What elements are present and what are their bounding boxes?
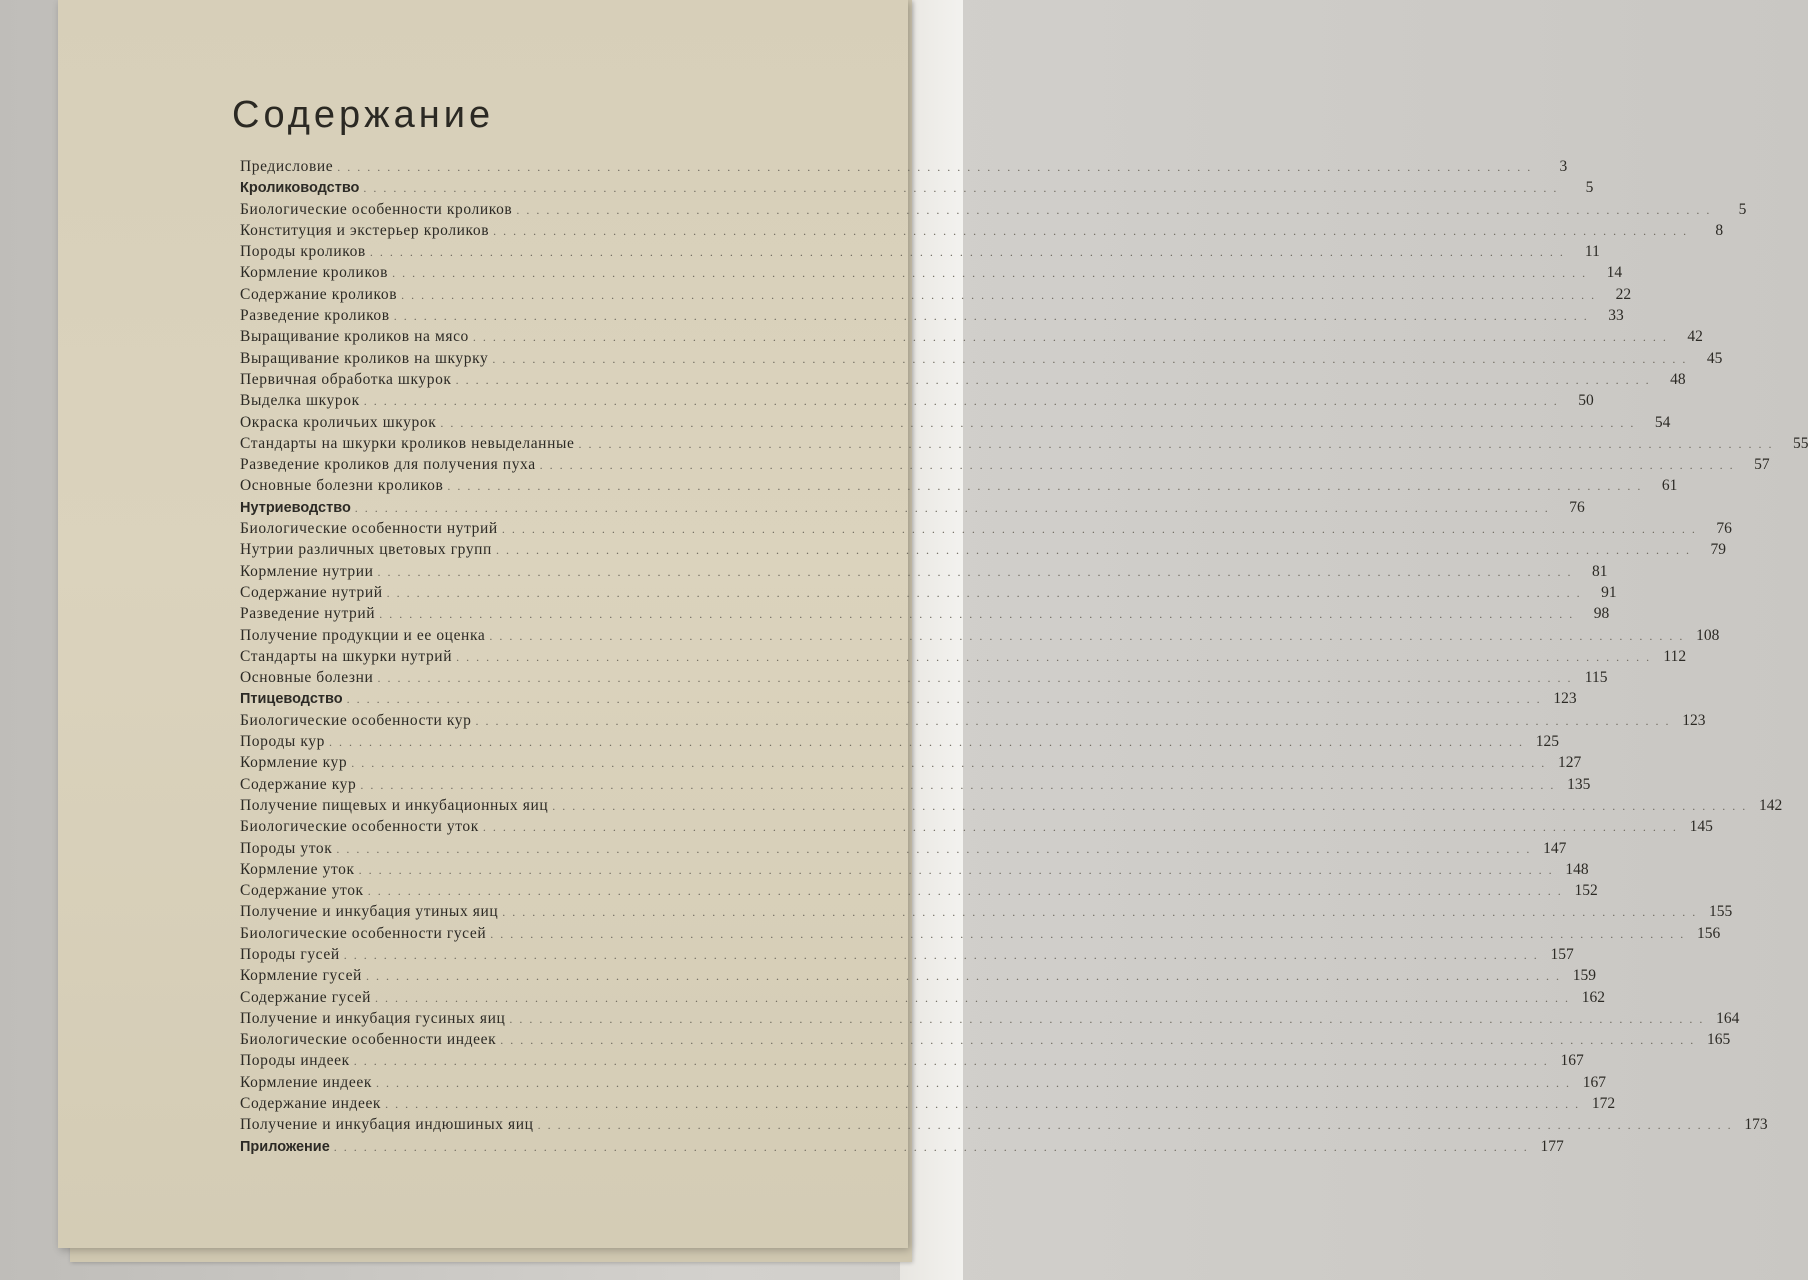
toc-entry-label: Породы индеек [240, 1052, 350, 1070]
toc-entry [240, 860, 1589, 882]
dot-leader: ........................................................................................................................ [552, 798, 1753, 813]
toc-entry-label: Выделка шкурок [240, 392, 360, 410]
toc-entry-page: 108 [1696, 626, 1720, 644]
dot-leader: ........................................................................................................................ [337, 160, 1538, 174]
toc-entry-label: Породы уток [240, 839, 333, 857]
dot-leader: ........................................................................................................................ [490, 926, 1691, 941]
toc-entry [240, 839, 1567, 861]
toc-entry-label: Получение пищевых и инкубационных яиц [240, 796, 549, 814]
toc-entry [240, 158, 1568, 179]
toc-entry [240, 775, 1591, 797]
toc-entry [240, 626, 1720, 648]
dot-leader: ........................................................................................................................ [328, 735, 1529, 750]
toc-entry-label: Стандарты на шкурки нутрий [240, 647, 453, 665]
toc-entry [240, 434, 1808, 456]
toc-entry [240, 264, 1623, 285]
dot-leader: ........................................................................................................................ [537, 1118, 1738, 1133]
toc-entry-label: Получение продукции и ее оценка [240, 626, 486, 644]
toc-entry-label: Биологические особенности кур [240, 711, 472, 729]
toc-entry-page: 157 [1550, 945, 1574, 963]
toc-entry [240, 711, 1706, 733]
toc-entry [240, 413, 1671, 435]
toc-entry-label: Получение и инкубация гусиных яиц [240, 1009, 506, 1027]
toc-entry [240, 796, 1783, 818]
toc-entry [240, 179, 1594, 200]
toc-entry [240, 498, 1585, 520]
toc-entry [240, 1031, 1731, 1052]
toc-entry-label: Стандарты на шкурки кроликов невыделанные [240, 434, 575, 452]
toc-entry [240, 605, 1610, 626]
toc-entry [240, 541, 1726, 562]
toc-entry [240, 818, 1713, 839]
toc-entry [240, 370, 1686, 392]
toc-entry-page: 76 [1716, 520, 1732, 538]
toc-entry-label: Разведение нутрий [240, 605, 376, 623]
toc-entry [240, 221, 1724, 243]
toc-entry-label: Конституция и экстерьер кроликов [240, 221, 490, 239]
dot-leader: ........................................................................................................................ [392, 266, 1593, 281]
dot-leader: ........................................................................................................................ [500, 1033, 1701, 1048]
toc-entry-label: Биологические особенности кроликов [240, 200, 513, 218]
toc-entry [240, 733, 1559, 754]
toc-entry [240, 1009, 1740, 1031]
toc-entry-page: 173 [1744, 1116, 1768, 1134]
toc-entry-label: Биологические особенности уток [240, 818, 479, 836]
toc-entry [240, 967, 1596, 988]
toc-entry-page: 162 [1581, 988, 1606, 1006]
toc-entry-page: 123 [1553, 690, 1577, 708]
toc-entry-page: 5 [1738, 200, 1747, 218]
toc-entry-page: 152 [1574, 882, 1598, 900]
toc-entry-page: 61 [1661, 477, 1678, 495]
toc-entry-page: 5 [1585, 179, 1594, 197]
toc-entry-label: Птицеводство [240, 691, 343, 708]
toc-entry-label: Разведение кроликов для получения пуха [240, 456, 536, 474]
toc-entry-label: Предисловие [240, 158, 334, 175]
toc-entry-page: 11 [1584, 243, 1600, 261]
dot-leader: ........................................................................................................................ [501, 522, 1702, 537]
toc-entry-page: 57 [1754, 456, 1770, 474]
toc-entry-page: 8 [1715, 221, 1724, 239]
dot-leader: ........................................................................................................................ [516, 202, 1717, 217]
toc-entry [240, 690, 1577, 711]
page-title: Содержание [232, 94, 495, 136]
toc-entry-page: 167 [1560, 1052, 1584, 1070]
toc-entry-page: 123 [1682, 711, 1706, 729]
toc-entry-label: Содержание нутрий [240, 583, 383, 601]
dot-leader: ........................................................................................................................ [539, 458, 1740, 473]
toc-entry-page: 142 [1759, 796, 1783, 814]
toc-entry [240, 647, 1687, 669]
toc-entry-label: Породы кроликов [240, 243, 366, 261]
toc-entry [240, 882, 1598, 903]
toc-entry-page: 91 [1601, 583, 1617, 601]
toc-entry [240, 392, 1594, 413]
dot-leader: ........................................................................................................................ [360, 777, 1561, 792]
dot-leader: ........................................................................................................................ [489, 628, 1690, 643]
toc-entry-label: Содержание индеек [240, 1095, 382, 1113]
toc-entry [240, 477, 1678, 498]
toc-entry [240, 456, 1770, 477]
toc-entry-label: Основные болезни [240, 669, 374, 687]
toc-entry-label: Основные болезни кроликов [240, 477, 444, 495]
toc-entry-page: 54 [1654, 413, 1671, 431]
dot-leader: ........................................................................................................................ [333, 1139, 1534, 1154]
toc-entry-page: 42 [1687, 328, 1703, 346]
dot-leader: ........................................................................................................................ [375, 1075, 1576, 1090]
toc-entry-label: Окраска кроличьих шкурок [240, 413, 437, 431]
toc-entry-page: 148 [1565, 860, 1589, 878]
dot-leader: ........................................................................................................................ [354, 500, 1555, 515]
toc-entry-label: Нутрии различных цветовых групп [240, 541, 492, 559]
toc-entry-label: Биологические особенности индеек [240, 1031, 497, 1049]
toc-entry-page: 164 [1716, 1009, 1740, 1027]
toc-entry-label: Приложение [240, 1138, 330, 1155]
dot-leader: ........................................................................................................................ [440, 415, 1641, 430]
dot-leader: ........................................................................................................................ [385, 1097, 1586, 1112]
toc-entry-label: Кролиководство [240, 180, 360, 197]
toc-entry-page: 125 [1535, 733, 1559, 751]
toc-entry [240, 520, 1732, 541]
toc-entry-page: 22 [1615, 285, 1632, 303]
dot-leader: ........................................................................................................................ [456, 649, 1657, 664]
toc-entry [240, 349, 1723, 371]
toc-entry-page: 112 [1663, 647, 1687, 665]
toc-entry-page: 33 [1608, 307, 1624, 325]
toc-entry-label: Содержание уток [240, 882, 364, 900]
toc-entry-label: Выращивание кроликов на мясо [240, 328, 469, 346]
toc-entry-label: Выращивание кроликов на шкурку [240, 349, 489, 367]
dot-leader: ........................................................................................................................ [386, 585, 1587, 600]
dot-leader: ........................................................................................................................ [482, 820, 1683, 835]
toc-entry [240, 1095, 1616, 1116]
toc-entry [240, 669, 1608, 690]
dot-leader: ........................................................................................................................ [351, 756, 1552, 771]
toc-entry [240, 583, 1617, 605]
toc-entry-label: Кормление гусей [240, 967, 362, 985]
toc-entry-label: Породы гусей [240, 945, 340, 963]
dot-leader: ........................................................................................................................ [379, 607, 1580, 622]
toc-entry-label: Нутриеводство [240, 499, 351, 516]
toc-entry-page: 76 [1569, 498, 1585, 516]
dot-leader: ........................................................................................................................ [363, 394, 1564, 409]
toc-entry-page: 135 [1567, 775, 1591, 793]
toc-entry-label: Кормление уток [240, 860, 355, 878]
toc-entry-label: Породы кур [240, 733, 325, 751]
toc-entry-label: Первичная обработка шкурок [240, 370, 452, 388]
toc-entry-label: Кормление кроликов [240, 264, 389, 282]
dot-leader: ........................................................................................................................ [455, 372, 1656, 387]
toc-entry [240, 243, 1600, 264]
toc-entry-label: Кормление нутрии [240, 562, 374, 580]
toc-entry [240, 307, 1624, 328]
dot-leader: ........................................................................................................................ [377, 671, 1578, 686]
dot-leader: ........................................................................................................................ [401, 287, 1602, 302]
toc-entry-page: 48 [1670, 370, 1686, 388]
toc-entry-label: Содержание кроликов [240, 285, 398, 303]
toc-entry-label: Содержание кур [240, 775, 357, 793]
toc-entry [240, 754, 1582, 775]
toc-entry-page: 155 [1709, 903, 1733, 921]
toc-entry [240, 988, 1606, 1010]
toc-entry-page: 127 [1557, 754, 1582, 772]
toc-entry [240, 1073, 1606, 1095]
dot-leader: ........................................................................................................................ [363, 181, 1564, 196]
dot-leader: ........................................................................................................................ [393, 309, 1594, 324]
toc-entry-page: 79 [1710, 541, 1726, 559]
toc-entry-label: Кормление индеек [240, 1073, 372, 1091]
dot-leader: ........................................................................................................................ [353, 1054, 1554, 1069]
dot-leader: ........................................................................................................................ [495, 543, 1696, 558]
toc-entry [240, 945, 1574, 967]
toc-entry-label: Биологические особенности нутрий [240, 520, 498, 538]
toc-entry-page: 81 [1592, 562, 1608, 580]
toc-entry-page: 98 [1593, 605, 1610, 623]
toc-entry-page: 45 [1706, 349, 1723, 367]
toc-entry [240, 924, 1721, 946]
toc-entry [240, 328, 1703, 349]
toc-entry-page: 177 [1540, 1137, 1564, 1155]
dot-leader: ........................................................................................................................ [377, 564, 1578, 579]
toc-entry-page: 14 [1606, 264, 1623, 282]
dot-leader: ........................................................................................................................ [472, 330, 1673, 345]
toc-entry [240, 562, 1608, 584]
toc-entry-page: 145 [1689, 818, 1713, 836]
toc-entry-page: 147 [1543, 839, 1567, 857]
dot-leader: ........................................................................................................................ [475, 713, 1676, 728]
dot-leader: ........................................................................................................................ [336, 841, 1537, 856]
dot-leader: ........................................................................................................................ [447, 479, 1648, 494]
toc-entry [240, 1052, 1584, 1073]
toc-entry-page: 3 [1559, 158, 1568, 175]
dot-leader: ........................................................................................................................ [375, 990, 1576, 1005]
table-of-contents [240, 158, 1808, 1159]
toc-entry-label: Разведение кроликов [240, 307, 390, 325]
dot-leader: ........................................................................................................................ [343, 947, 1544, 962]
toc-entry-label: Получение и инкубация утиных яиц [240, 903, 499, 921]
toc-entry-page: 172 [1591, 1095, 1616, 1113]
toc-entry-label: Кормление кур [240, 754, 348, 772]
toc-entry-page: 167 [1582, 1073, 1606, 1091]
toc-entry [240, 1137, 1564, 1159]
toc-entry-page: 115 [1584, 669, 1608, 687]
toc-entry-page: 165 [1707, 1031, 1731, 1049]
toc-entry [240, 903, 1733, 924]
dot-leader: ........................................................................................................................ [358, 862, 1559, 877]
toc-entry [240, 200, 1747, 222]
toc-entry-label: Биологические особенности гусей [240, 924, 487, 942]
toc-entry [240, 1116, 1768, 1137]
dot-leader: ........................................................................................................................ [346, 692, 1547, 707]
toc-entry-page: 50 [1578, 392, 1594, 410]
toc-entry-page: 156 [1696, 924, 1721, 942]
dot-leader: ........................................................................................................................ [369, 245, 1570, 260]
dot-leader: ........................................................................................................................ [509, 1011, 1710, 1026]
dot-leader: ........................................................................................................................ [367, 884, 1568, 899]
toc-entry-page: 55 [1792, 434, 1808, 452]
dot-leader: ........................................................................................................................ [365, 969, 1566, 984]
toc-entry [240, 285, 1632, 307]
dot-leader: ........................................................................................................................ [502, 905, 1703, 920]
toc-entry-label: Содержание гусей [240, 988, 372, 1006]
toc-entry-label: Получение и инкубация индюшиных яиц [240, 1116, 534, 1134]
toc-entry-page: 159 [1572, 967, 1596, 985]
dot-leader: ........................................................................................................................ [578, 436, 1779, 451]
dot-leader: ........................................................................................................................ [493, 223, 1694, 238]
dot-leader: ........................................................................................................................ [492, 351, 1693, 366]
